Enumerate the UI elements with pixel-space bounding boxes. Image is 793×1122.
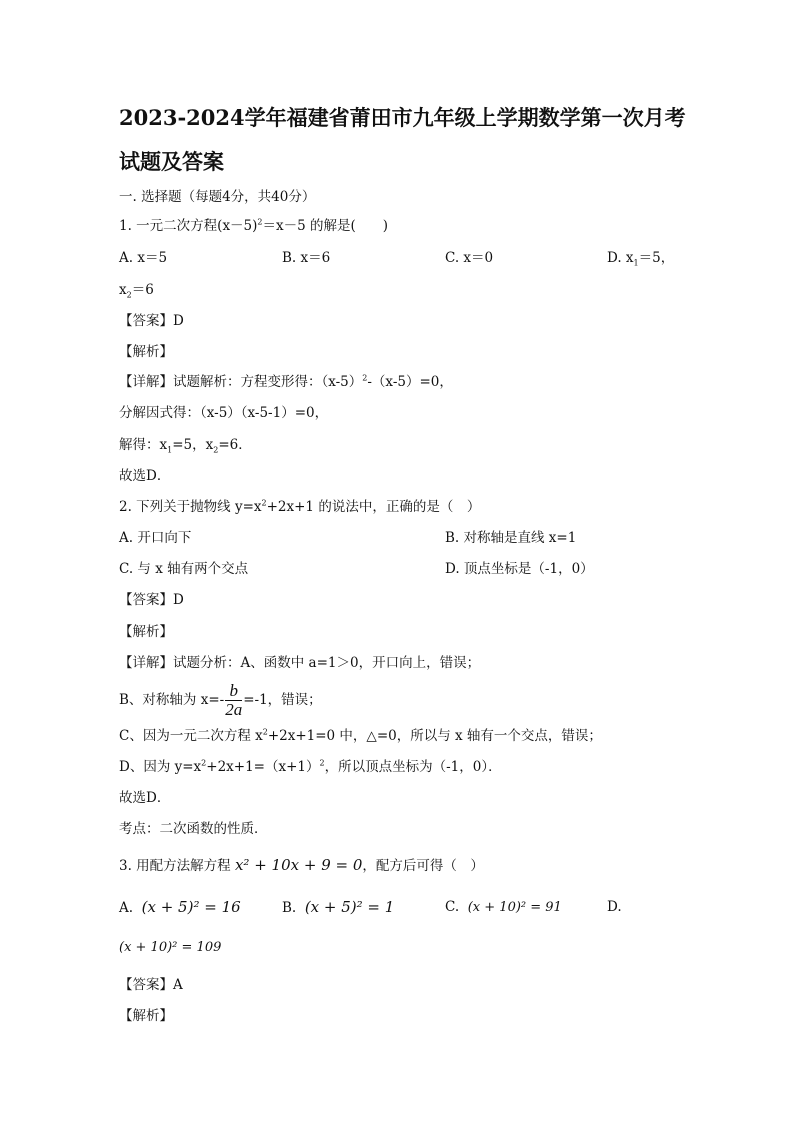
q3-option-d: (x + 10)² = 109 — [119, 940, 222, 955]
q2-choice: 故选D． — [119, 790, 171, 806]
q1-detail: 【详解】试题解析：方程变形得：$(x-5)^2-(x-5)=0$， — [119, 373, 453, 390]
q2-analysis-label: 【解析】 — [119, 624, 173, 640]
q3-option-a: A. (x + 5)² = 16 — [119, 898, 241, 916]
q2-detail-d: D、因为 $y=x^2+2x+1=(x+1)^2$，所以顶点坐标为（-1，0）． — [119, 758, 502, 775]
fraction-b-over-2a: $\frac{b}{2a}$ — [225, 681, 243, 719]
q2-option-c: C. 与 x 轴有两个交点 — [119, 561, 249, 577]
q1-analysis-label: 【解析】 — [119, 344, 173, 360]
title-line-1: 2023-2024学年福建省莆田市九年级上学期数学第一次月考 — [119, 105, 686, 130]
section-heading: 一. 选择题（每题4分，共40分） — [119, 189, 316, 205]
q1-answer: 【答案】D — [119, 313, 184, 329]
q2-knowledge-point: 考点：二次函数的性质． — [119, 821, 268, 837]
q1-factor: 分解因式得：（x-5）（x-5-1）=0， — [119, 405, 329, 421]
q3-option-d-label: D. — [607, 899, 622, 915]
q1-option-d-cont: $x_2=6$ — [119, 282, 154, 300]
q1-option-c: C. x＝0 — [445, 250, 494, 266]
q1-choice: 故选D． — [119, 468, 171, 484]
q2-answer: 【答案】D — [119, 592, 184, 608]
q3-option-c: C. (x + 10)² = 91 — [445, 899, 562, 915]
q2-detail-b: B、对称轴为 x=- $\frac{b}{2a}$ =-1，错误； — [119, 681, 322, 719]
q1-option-a: A. x＝5 — [119, 250, 168, 266]
q3-analysis-label: 【解析】 — [119, 1008, 173, 1024]
q2-stem: 2. 下列关于抛物线 $y=x^2+2x+1$ 的说法中，正确的是（ ） — [119, 498, 481, 515]
q3-option-b: B. (x + 5)² = 1 — [282, 898, 395, 916]
q3-answer: 【答案】A — [119, 977, 183, 993]
q2-option-d: D. 顶点坐标是（-1，0） — [445, 561, 594, 577]
q1-solution: 解得：$x_1=5$，$x_2=6$． — [119, 437, 252, 455]
q2-option-a: A. 开口向下 — [119, 530, 192, 546]
q3-stem: 3. 用配方法解方程 x² + 10x + 9 = 0，配方后可得（ ） — [119, 856, 484, 874]
q1-option-b: B. x＝6 — [282, 250, 331, 266]
q1-option-d: D. $x_1=5$， — [607, 250, 675, 268]
q1-stem: 1. 一元二次方程$(x-5)^2=x-5$ 的解是( ) — [119, 217, 389, 234]
q2-detail-c: C、因为一元二次方程 $x^2+2x+1=0$ 中，△=0，所以与 x 轴有一个交点，错误； — [119, 727, 602, 744]
q2-detail-a: 【详解】试题分析：A、函数中 a=1＞0，开口向上，错误； — [119, 655, 481, 671]
q3-equation: x² + 10x + 9 = 0 — [234, 856, 363, 874]
title-line-2: 试题及答案 — [119, 149, 224, 174]
q2-option-b: B. 对称轴是直线 x=1 — [445, 530, 577, 546]
